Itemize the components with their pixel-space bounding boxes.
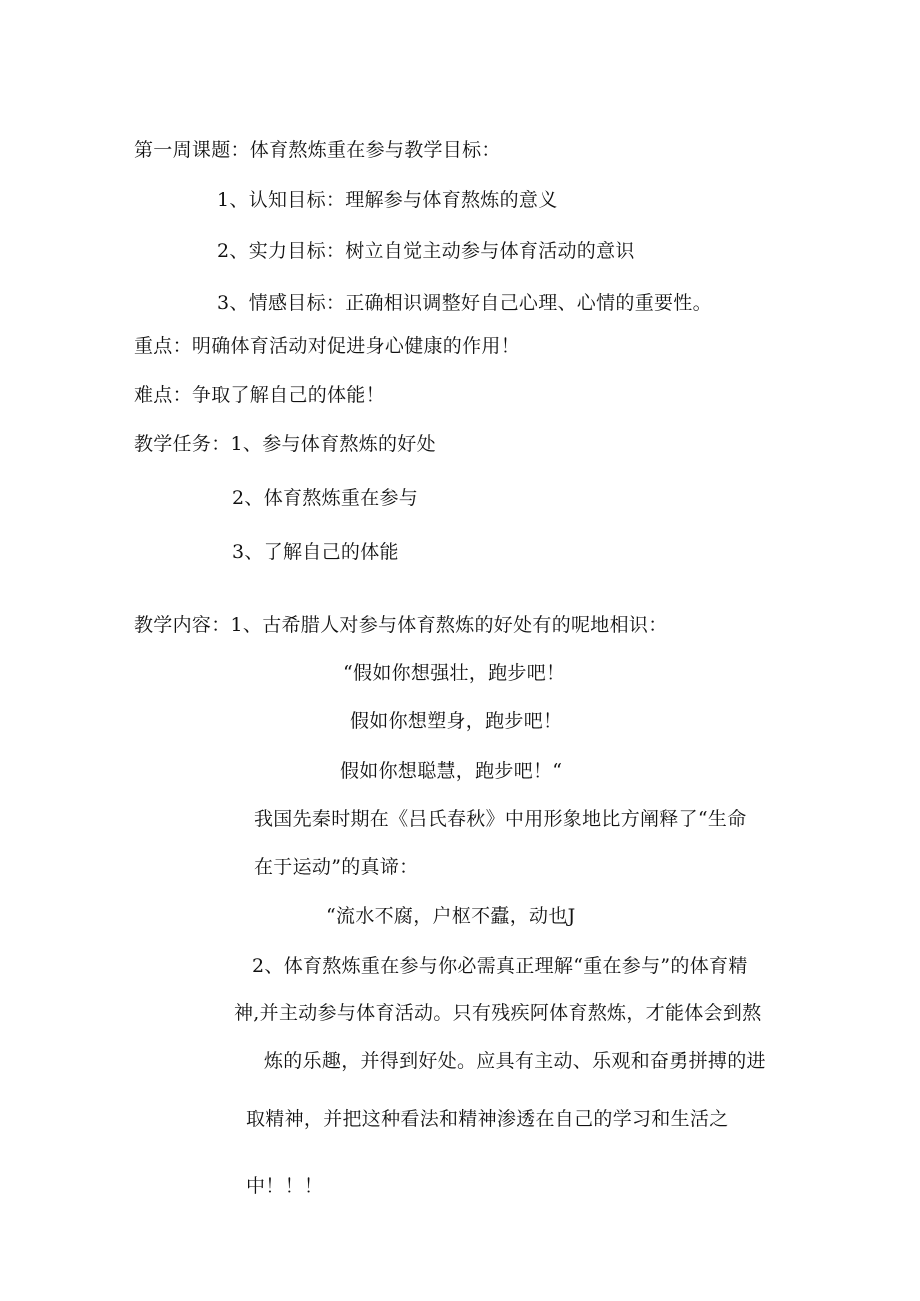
objective-emotion: 3、情感目标：正确相识调整好自己心理、心情的重要性。	[217, 292, 712, 314]
lesson-title-line: 第一周课题：体育熬炼重在参与教学目标：	[134, 139, 501, 161]
task-line-1: 教学任务：1、参与体育熬炼的好处	[134, 433, 436, 455]
participation-line-2: 神,并主动参与体育活动。只有残疾阿体育熬炼，才能体会到熬	[234, 1002, 762, 1024]
participation-line-1: 2、体育熬炼重在参与你必需真正理解“重在参与”的体育精	[252, 955, 748, 977]
objective-ability: 2、实力目标：树立自觉主动参与体育活动的意识	[217, 240, 635, 262]
key-point: 重点：明确体育活动对促进身心健康的作用！	[134, 335, 521, 357]
content-intro: 教学内容：1、古希腊人对参与体育熬炼的好处有的呢地相识：	[134, 614, 668, 636]
qin-intro-line-2: 在于运动”的真谛：	[254, 856, 419, 878]
difficulty-point: 难点：争取了解自己的体能！	[134, 384, 385, 406]
participation-line-5: 中！！！	[246, 1175, 324, 1197]
participation-line-4: 取精神，并把这种看法和精神渗透在自己的学习和生活之	[246, 1108, 729, 1130]
participation-line-3: 炼的乐趣，并得到好处。应具有主动、乐观和奋勇拼搏的进	[264, 1050, 766, 1072]
greek-quote-line-3: 假如你想聪慧，跑步吧！“	[340, 760, 563, 782]
greek-quote-line-2: 假如你想塑身，跑步吧！	[350, 710, 563, 732]
task-line-3: 3、了解自己的体能	[232, 541, 399, 563]
task-line-2: 2、体育熬炼重在参与	[232, 487, 419, 509]
qin-intro-line-1: 我国先秦时期在《吕氏春秋》中用形象地比方阐释了“生命	[254, 808, 747, 830]
qin-quote: “流水不腐，户枢不蠹，动也J	[326, 905, 576, 927]
objective-cognitive: 1、认知目标：理解参与体育熬炼的意义	[217, 189, 558, 211]
greek-quote-line-1: “假如你想强壮，跑步吧！	[343, 662, 566, 684]
